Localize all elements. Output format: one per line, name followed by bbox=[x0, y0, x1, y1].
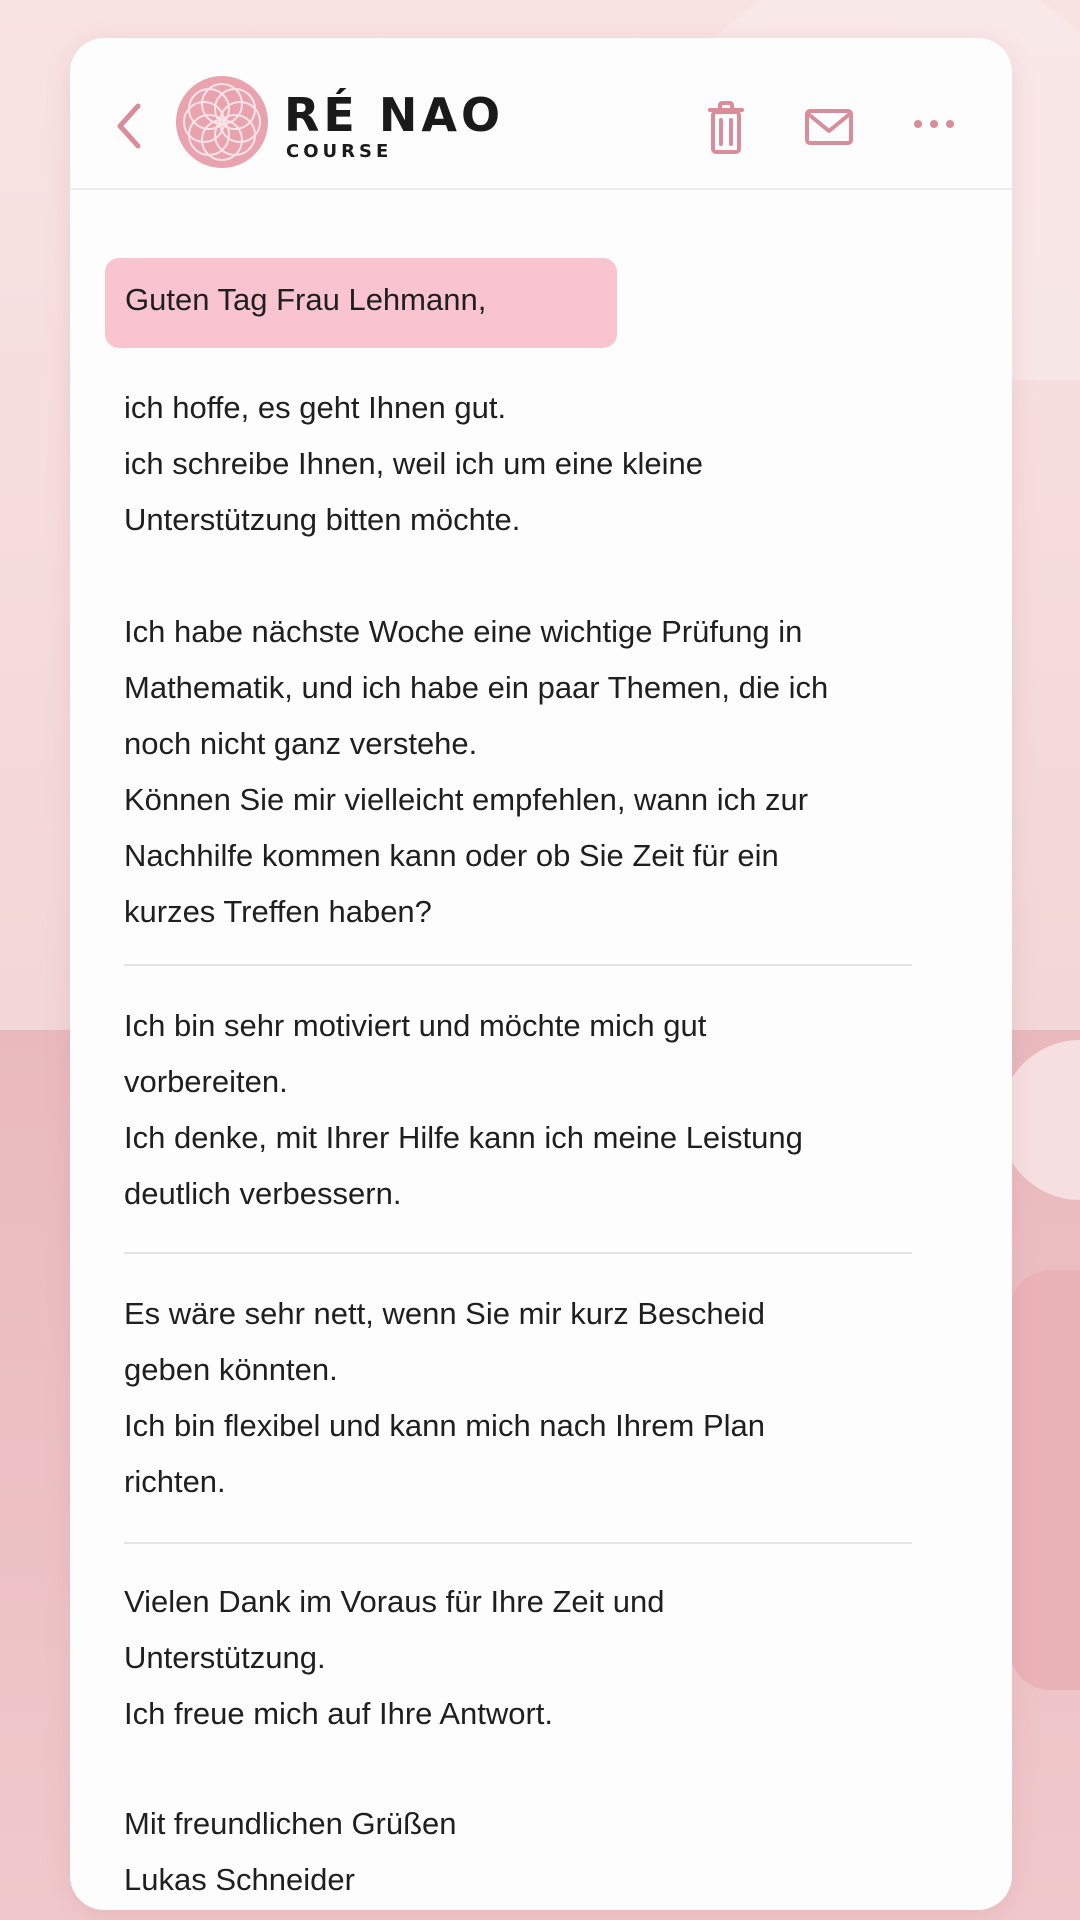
closing-text: Mit freundlichen Grüßen bbox=[124, 1806, 457, 1841]
divider bbox=[124, 1252, 912, 1254]
text-line: Können Sie mir vielleicht empfehlen, wann ich zur bbox=[124, 782, 809, 817]
envelope-icon bbox=[804, 103, 854, 153]
text-line: deutlich verbessern. bbox=[124, 1176, 402, 1211]
text-line: Ich bin flexibel und kann mich nach Ihrem Plan bbox=[124, 1408, 766, 1443]
text-line: ich hoffe, es geht Ihnen gut. bbox=[124, 390, 507, 425]
text-line: Nachhilfe kommen kann oder ob Sie Zeit für ein bbox=[124, 838, 779, 873]
text-line: vorbereiten. bbox=[124, 1064, 288, 1099]
greeting-highlight bbox=[105, 258, 617, 348]
sender-name: Lukas Schneider bbox=[124, 1862, 355, 1897]
text-line: Ich denke, mit Ihrer Hilfe kann ich meine Leistung bbox=[124, 1120, 803, 1155]
brand-logo bbox=[174, 74, 270, 170]
text-line: Mathematik, und ich habe ein paar Themen, die ich bbox=[124, 670, 829, 705]
divider bbox=[124, 964, 912, 966]
email-card bbox=[70, 38, 1012, 1910]
email-header bbox=[70, 38, 1012, 190]
text-line: Unterstützung. bbox=[124, 1640, 326, 1675]
signature-block bbox=[124, 1796, 944, 1908]
more-options-button[interactable] bbox=[910, 100, 958, 150]
text-line: ich schreibe Ihnen, weil ich um eine kleine bbox=[124, 446, 703, 481]
back-button[interactable] bbox=[110, 96, 150, 156]
delete-button[interactable] bbox=[702, 100, 750, 156]
text-line: geben könnten. bbox=[124, 1352, 338, 1387]
greeting-text: Guten Tag Frau Lehmann, bbox=[125, 282, 487, 317]
text-line: Vielen Dank im Voraus für Ihre Zeit und bbox=[124, 1584, 665, 1619]
brand-name: RÉ NAO bbox=[284, 88, 505, 142]
paragraph-motivation bbox=[124, 998, 944, 1222]
divider bbox=[124, 1542, 912, 1544]
trash-icon bbox=[702, 100, 750, 156]
text-line: richten. bbox=[124, 1464, 226, 1499]
text-line: kurzes Treffen haben? bbox=[124, 894, 432, 929]
paragraph-request bbox=[124, 604, 944, 940]
text-line: noch nicht ganz verstehe. bbox=[124, 726, 478, 761]
mail-button[interactable] bbox=[804, 103, 854, 153]
text-line: Es wäre sehr nett, wenn Sie mir kurz Bescheid bbox=[124, 1296, 765, 1331]
brand-subtitle: COURSE bbox=[286, 141, 393, 162]
paragraph-intro bbox=[124, 380, 944, 548]
background-chair bbox=[1010, 1270, 1080, 1690]
paragraph-thanks bbox=[124, 1574, 944, 1742]
more-horizontal-icon bbox=[910, 100, 958, 150]
paragraph-availability bbox=[124, 1286, 944, 1510]
chevron-left-icon bbox=[110, 96, 150, 156]
text-line: Ich bin sehr motiviert und möchte mich gut bbox=[124, 1008, 707, 1043]
text-line: Ich freue mich auf Ihre Antwort. bbox=[124, 1696, 554, 1731]
text-line: Ich habe nächste Woche eine wichtige Prüfung in bbox=[124, 614, 803, 649]
text-line: Unterstützung bitten möchte. bbox=[124, 502, 521, 537]
